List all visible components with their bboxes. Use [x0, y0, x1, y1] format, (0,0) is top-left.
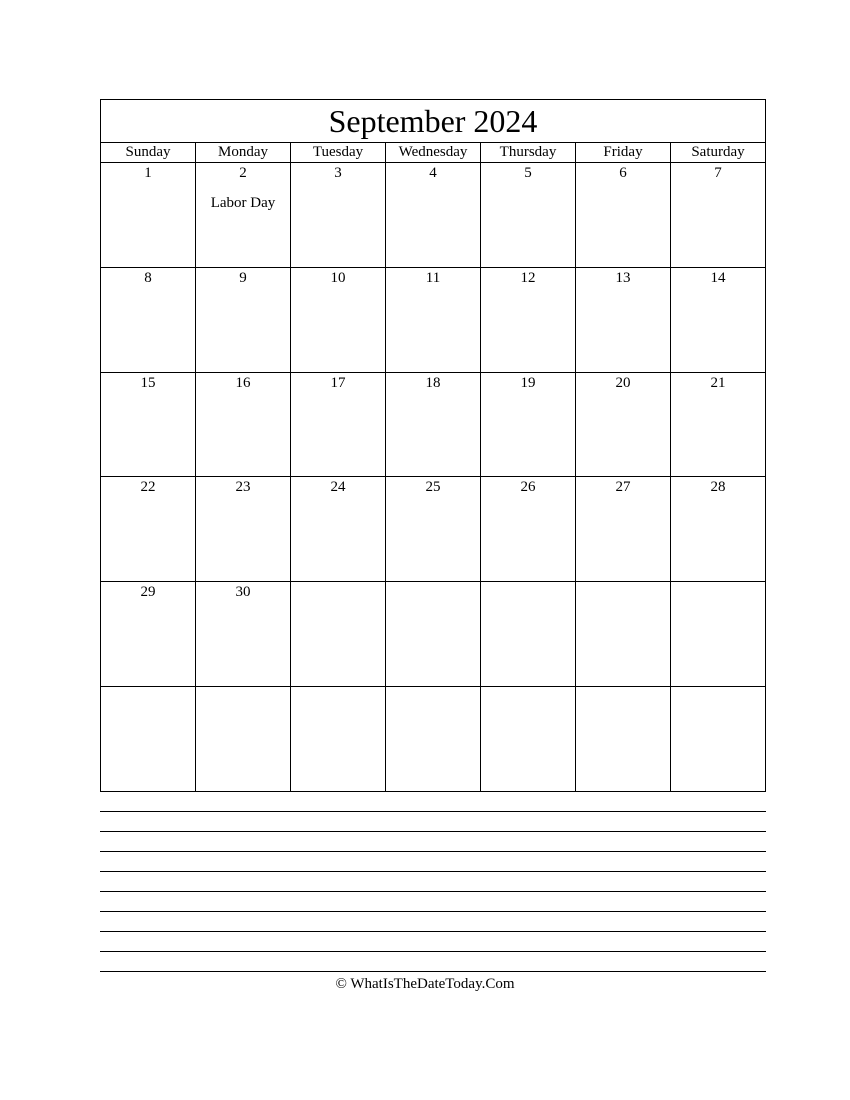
note-line [100, 951, 766, 971]
day-cell-1 [101, 163, 196, 267]
day-number: 2 [239, 165, 247, 181]
notes-area [100, 811, 766, 972]
day-cell-empty [386, 582, 481, 686]
day-cell-16 [196, 373, 291, 477]
day-number [576, 687, 670, 706]
note-line [100, 931, 766, 951]
day-cell-15 [101, 373, 196, 477]
day-number: 5 [524, 165, 532, 181]
day-number [671, 582, 765, 601]
day-number: 23 [235, 479, 251, 496]
day-cell-empty [291, 687, 386, 791]
note-line [100, 891, 766, 911]
day-cell-23 [196, 477, 291, 581]
day-cell-20 [576, 373, 671, 477]
day-cell-27 [576, 477, 671, 581]
day-cell-6 [576, 163, 671, 267]
weekday-wednesday: Wednesday [386, 143, 481, 162]
day-number: 9 [239, 269, 247, 286]
day-number: 27 [615, 479, 631, 496]
calendar-grid [100, 99, 766, 792]
day-number: 26 [520, 479, 536, 496]
day-cell-29 [101, 582, 196, 686]
day-number: 29 [140, 584, 156, 601]
day-number: 8 [144, 269, 152, 286]
day-cell-19 [481, 373, 576, 477]
day-number [101, 687, 195, 706]
day-cell-empty [291, 582, 386, 686]
day-cell-13 [576, 268, 671, 372]
week-row [101, 477, 765, 582]
day-number [481, 687, 575, 706]
note-line [100, 811, 766, 831]
day-cell-empty [576, 582, 671, 686]
day-cell-2 [196, 163, 291, 267]
note-line [100, 911, 766, 931]
weekday-monday: Monday [196, 143, 291, 162]
note-line [100, 971, 766, 972]
day-number [196, 687, 290, 706]
day-cell-3 [291, 163, 386, 267]
holiday-label: Labor Day [210, 195, 276, 211]
day-cell-5 [481, 163, 576, 267]
note-line [100, 871, 766, 891]
day-number: 13 [615, 269, 631, 286]
day-cell-21 [671, 373, 765, 477]
calendar-weeks [101, 163, 765, 791]
day-cell-empty [196, 687, 291, 791]
day-cell-8 [101, 268, 196, 372]
day-number [481, 582, 575, 601]
day-number: 1 [144, 165, 152, 181]
day-cell-18 [386, 373, 481, 477]
day-cell-empty [386, 687, 481, 791]
day-number: 18 [425, 374, 441, 391]
day-number: 30 [235, 584, 251, 601]
weekday-sunday: Sunday [101, 143, 196, 162]
day-cell-empty [101, 687, 196, 791]
day-number: 6 [619, 165, 627, 181]
day-cell-empty [481, 687, 576, 791]
day-cell-12 [481, 268, 576, 372]
day-number: 20 [615, 374, 631, 391]
calendar-title: September 2024 [101, 100, 765, 143]
day-cell-7 [671, 163, 765, 267]
week-row [101, 268, 765, 373]
day-number [291, 687, 385, 706]
day-number [386, 687, 480, 706]
note-line [100, 831, 766, 851]
day-number [386, 582, 480, 601]
day-number: 17 [330, 374, 346, 391]
weekday-thursday: Thursday [481, 143, 576, 162]
weekday-header-row [101, 143, 765, 163]
day-cell-empty [481, 582, 576, 686]
day-cell-10 [291, 268, 386, 372]
week-row [101, 163, 765, 268]
day-number: 28 [710, 479, 726, 496]
day-cell-9 [196, 268, 291, 372]
weekday-tuesday: Tuesday [291, 143, 386, 162]
day-number: 22 [140, 479, 156, 496]
day-number: 25 [425, 479, 441, 496]
day-number: 10 [330, 269, 346, 286]
day-number [576, 582, 670, 601]
week-row [101, 582, 765, 687]
weekday-friday: Friday [576, 143, 671, 162]
day-number [291, 582, 385, 601]
day-cell-empty [671, 582, 765, 686]
day-cell-26 [481, 477, 576, 581]
day-number [671, 687, 765, 706]
note-line [100, 851, 766, 871]
day-cell-17 [291, 373, 386, 477]
day-cell-11 [386, 268, 481, 372]
day-cell-24 [291, 477, 386, 581]
day-cell-empty [576, 687, 671, 791]
day-number: 12 [520, 269, 536, 286]
day-number: 14 [710, 269, 726, 286]
day-number: 4 [429, 165, 437, 181]
day-number: 16 [235, 374, 251, 391]
day-cell-25 [386, 477, 481, 581]
day-cell-22 [101, 477, 196, 581]
week-row [101, 373, 765, 478]
day-number: 15 [140, 374, 156, 391]
footer-credit: © WhatIsTheDateToday.Com [335, 976, 515, 992]
week-row [101, 687, 765, 791]
day-cell-14 [671, 268, 765, 372]
weekday-saturday: Saturday [691, 144, 745, 160]
day-number: 19 [520, 374, 536, 391]
day-cell-4 [386, 163, 481, 267]
day-number: 24 [330, 479, 346, 496]
day-cell-28 [671, 477, 765, 581]
day-number: 11 [425, 269, 441, 286]
day-number: 21 [710, 374, 726, 391]
day-number: 3 [334, 165, 342, 181]
day-cell-30 [196, 582, 291, 686]
day-cell-empty [671, 687, 765, 791]
day-number: 7 [714, 165, 722, 181]
